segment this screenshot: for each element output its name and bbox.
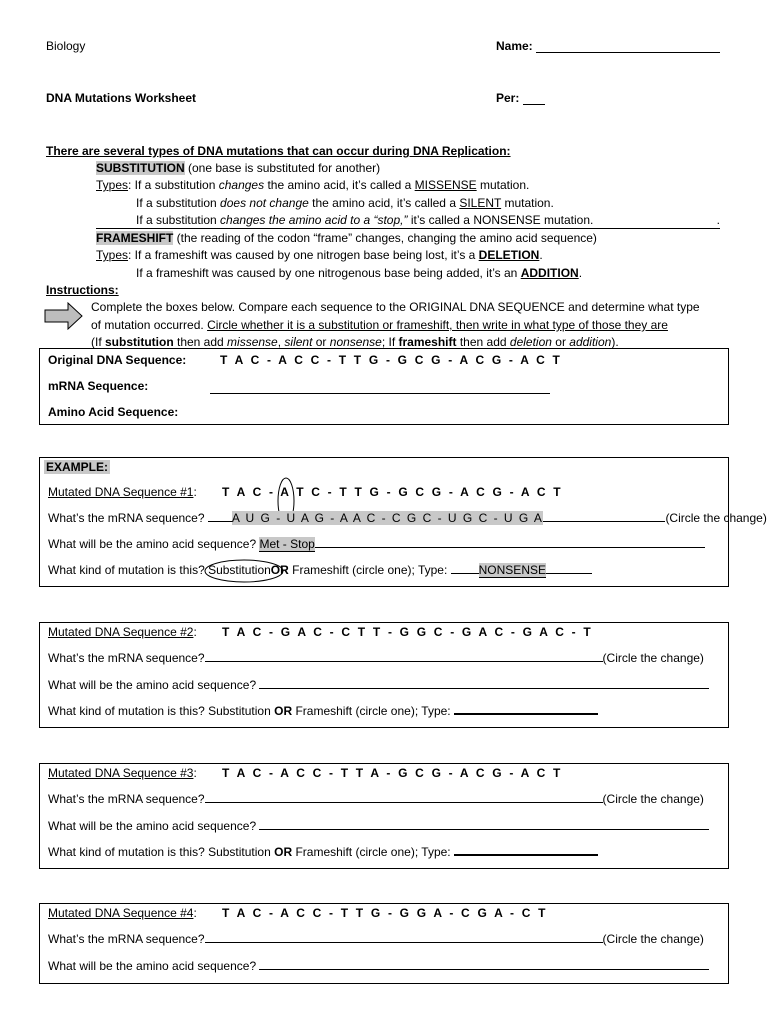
original-dna-label: Original DNA Sequence:: [48, 353, 187, 367]
amino-blank-2[interactable]: [259, 688, 709, 689]
sequence-box-2: [39, 622, 729, 728]
instructions-line-2: [91, 318, 668, 332]
text: :: [193, 625, 197, 639]
subject: Biology: [46, 39, 86, 53]
name-label-text: Name:: [496, 39, 533, 53]
text: C - T T G - G C G - A C G - A C T: [305, 485, 563, 499]
text: If a substitution: [136, 213, 221, 227]
text: If a substitution: [136, 196, 221, 210]
text: (If: [91, 335, 105, 349]
example-dna-sequence: [222, 485, 563, 499]
substitution-type-1: [96, 178, 529, 192]
example-label: EXAMPLE:: [46, 460, 109, 474]
instructions-label: Instructions:: [46, 283, 119, 297]
text: OR: [274, 845, 293, 859]
text: What kind of mutation is this? Substitution: [48, 845, 275, 859]
text: : If a frameshift was caused by one nitrogen base being lost, it’s a: [128, 248, 479, 262]
text: of mutation occurred.: [91, 318, 208, 332]
amino-row-2: [48, 678, 709, 692]
text: deletion: [509, 335, 552, 349]
sequence-box-4: [39, 903, 729, 984]
selection-circle-mark: [203, 558, 285, 584]
text: (Circle the change): [602, 932, 704, 946]
original-amino-label: Amino Acid Sequence:: [48, 405, 179, 419]
text: :: [193, 766, 197, 780]
mutated-sequence-2: T A C - G A C - C T T - G G C - G A C - G A C - T: [222, 625, 593, 639]
text: or: [551, 335, 570, 349]
name-label: [496, 39, 720, 53]
text: the amino acid, it’s called a: [308, 196, 460, 210]
text: frameshift: [398, 335, 457, 349]
amino-row-4: [48, 959, 709, 973]
text: (Circle the change): [665, 511, 767, 525]
text: addition: [569, 335, 612, 349]
original-mrna-blank[interactable]: [210, 393, 550, 394]
addition-term: ADDITION: [520, 266, 579, 280]
text: Circle whether it is a substitution or frameshift, then write in what type of those they are: [207, 318, 668, 332]
substitution-term: SUBSTITUTION: [96, 161, 185, 175]
text: T A C - A: [222, 485, 297, 499]
text: Frameshift (circle one); Type:: [292, 845, 454, 859]
text: .: [539, 248, 543, 262]
kind-row-3: [48, 845, 598, 859]
substitution-def: (one base is substituted for another): [184, 161, 381, 175]
per-blank[interactable]: [523, 104, 545, 105]
amino-row-3: [48, 819, 709, 833]
text: Frameshift (circle one); Type:: [288, 563, 451, 577]
text: changes: [218, 178, 265, 192]
amino-blank-3[interactable]: [259, 829, 709, 830]
type-blank-3[interactable]: [454, 854, 598, 856]
text: What kind of mutation is this?: [48, 563, 209, 577]
missense-term: MISSENSE: [414, 178, 477, 192]
text: What kind of mutation is this? Substitution: [48, 704, 275, 718]
text: or: [312, 335, 330, 349]
text: missense: [227, 335, 278, 349]
frameshift-term: FRAMESHIFT: [96, 231, 174, 245]
text: (Circle the change): [602, 792, 704, 806]
arrow-right-icon: [44, 302, 84, 330]
types-label: Types: [96, 248, 129, 262]
text: What’s the mRNA sequence?: [48, 511, 208, 525]
text: substitution: [105, 335, 174, 349]
example-amino-answer: Met - Stop: [259, 537, 315, 551]
silent-term: SILENT: [459, 196, 502, 210]
example-mutated-label: Mutated DNA Sequence #1: [48, 485, 194, 499]
text: the amino acid, it’s called a: [264, 178, 415, 192]
text: Mutated DNA Sequence #3: [48, 766, 194, 780]
mrna-blank-3[interactable]: [205, 802, 603, 803]
substitution-type-3: [96, 213, 720, 229]
type-blank-2[interactable]: [454, 713, 598, 715]
frameshift-type-1: [96, 248, 543, 262]
types-label: Types: [96, 178, 129, 192]
substitution-type-2: [136, 196, 554, 210]
kind-row-2: [48, 704, 598, 718]
per-label: [496, 91, 545, 105]
text: nonsense: [329, 335, 382, 349]
text: What’s the mRNA sequence?: [48, 932, 205, 946]
text: Substitution: [208, 563, 271, 577]
text: Mutated DNA Sequence #4: [48, 906, 194, 920]
mrna-blank-4[interactable]: [205, 942, 603, 943]
mrna-row-2: [48, 651, 704, 665]
text: What will be the amino acid sequence?: [48, 537, 260, 551]
mutated-label-2: [48, 625, 197, 639]
deletion-term: DELETION: [478, 248, 540, 262]
text: ; If: [381, 335, 399, 349]
example-mrna-row: [48, 511, 767, 525]
per-label-text: Per:: [496, 91, 520, 105]
substitution-line: [96, 161, 380, 175]
text: then add: [456, 335, 510, 349]
example-changed-base: T: [296, 485, 306, 499]
text: What will be the amino acid sequence?: [48, 678, 260, 692]
mrna-row-3: [48, 792, 704, 806]
text: then add: [173, 335, 228, 349]
text: it’s called a NONSENSE mutation.: [407, 213, 594, 227]
text: :: [193, 906, 197, 920]
text: Frameshift (circle one); Type:: [292, 704, 454, 718]
example-kind-row: [48, 563, 592, 577]
original-sequence-box: [39, 348, 729, 425]
text: OR: [274, 704, 293, 718]
mrna-row-4: [48, 932, 704, 946]
text: ,: [277, 335, 285, 349]
text: What will be the amino acid sequence?: [48, 959, 260, 973]
instructions-line-3: [91, 335, 619, 349]
example-amino-row: [48, 537, 705, 551]
mutated-label-4: [48, 906, 197, 920]
text: .: [578, 266, 583, 280]
frameshift-type-2: [136, 266, 582, 280]
frameshift-def: (the reading of the codon “frame” changes, changing the amino acid sequence): [173, 231, 597, 245]
example-mutated-row: [48, 485, 197, 499]
text: :: [193, 485, 197, 499]
mutated-sequence-3: T A C - A C C - T T A - G C G - A C G - A C T: [222, 766, 563, 780]
text: What will be the amino acid sequence?: [48, 819, 260, 833]
substitution-circled: [208, 563, 271, 577]
text: : If a substitution: [128, 178, 219, 192]
original-dna-sequence: T A C - A C C - T T G - G C G - A C G - A C T: [220, 353, 563, 367]
text: Mutated DNA Sequence #2: [48, 625, 194, 639]
name-blank[interactable]: [536, 52, 720, 53]
text: does not change: [220, 196, 309, 210]
original-mrna-label: mRNA Sequence:: [48, 379, 149, 393]
text: mutation.: [476, 178, 530, 192]
intro-heading: There are several types of DNA mutations that can occur during DNA Replication:: [46, 144, 511, 158]
text: What’s the mRNA sequence?: [48, 792, 205, 806]
text: (Circle the change): [602, 651, 704, 665]
frameshift-line: [96, 231, 597, 245]
example-type-answer: NONSENSE: [478, 563, 546, 577]
text: changes the amino acid to a “stop,”: [220, 213, 408, 227]
text: If a frameshift was caused by one nitrogenous base being added, it’s an: [136, 266, 521, 280]
example-mrna-answer: A U G - U A G - A A C - C G C - U G C - U G A: [231, 511, 544, 525]
instructions-line-1: Complete the boxes below. Compare each sequence to the ORIGINAL DNA SEQUENCE and determine what type: [91, 300, 700, 314]
text: ).: [611, 335, 619, 349]
example-box: [39, 457, 767, 587]
text: .: [716, 213, 720, 227]
mrna-blank-2[interactable]: [205, 661, 603, 662]
worksheet-title: DNA Mutations Worksheet: [46, 91, 197, 105]
text: silent: [284, 335, 313, 349]
mutated-sequence-4: T A C - A C C - T T G - G G A - C G A - C T: [222, 906, 548, 920]
sequence-box-3: [39, 763, 729, 869]
text: mutation.: [501, 196, 554, 210]
text: OR: [270, 563, 289, 577]
text: What’s the mRNA sequence?: [48, 651, 205, 665]
mutated-label-3: [48, 766, 197, 780]
amino-blank-4[interactable]: [259, 969, 709, 970]
